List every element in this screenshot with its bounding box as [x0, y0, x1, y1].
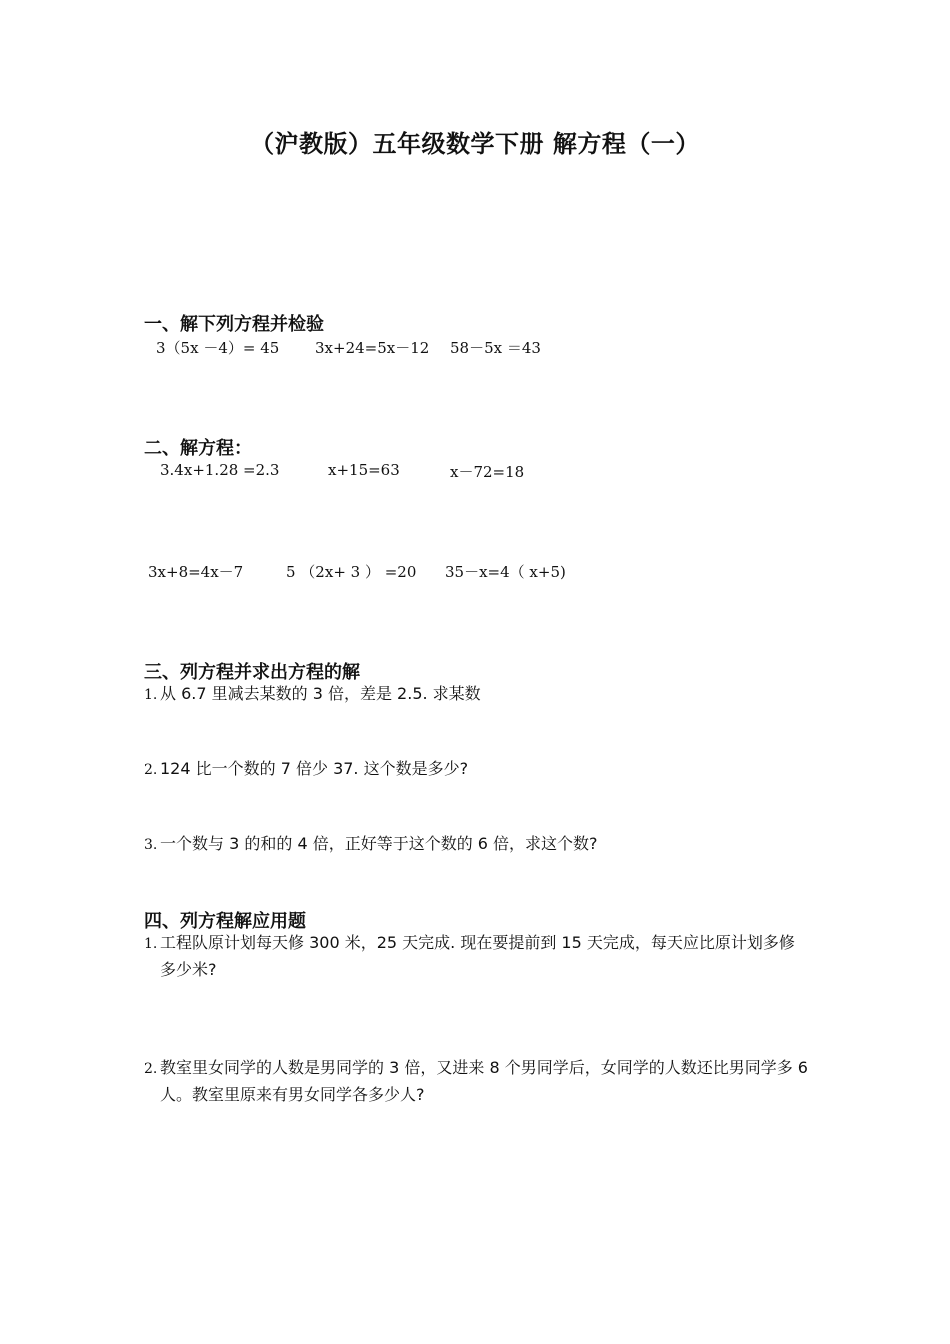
problem-number: 2. — [144, 1061, 158, 1077]
section-2-heading: 二、解方程： — [144, 438, 252, 459]
equation-1-3: 58－5x ＝43 — [450, 339, 541, 357]
problem-text: 从 6.7 里减去某数的 3 倍，差是 2.5. 求某数 — [160, 684, 481, 703]
problem-number: 2. — [144, 762, 158, 778]
page-title: （沪教版）五年级数学下册 解方程（一） — [250, 130, 700, 158]
problem-number: 1. — [144, 936, 158, 952]
problem-number: 1. — [144, 687, 158, 703]
equation-1-2: 3x+24=5x－12 — [315, 339, 430, 357]
equation-2-3: x－72=18 — [450, 463, 525, 481]
problem-text: 124 比一个数的 7 倍少 37. 这个数是多少? — [160, 759, 469, 778]
section-1-heading: 一、解下列方程并检验 — [144, 314, 324, 335]
section-4-problem-2 — [144, 1054, 816, 1108]
equation-1-1: 3（5x －4）= 45 — [156, 339, 280, 357]
section-4-heading: 四、列方程解应用题 — [144, 911, 306, 932]
equation-2-1: 3.4x+1.28 =2.3 — [160, 461, 280, 479]
section-4-problem-1 — [144, 929, 816, 983]
section-3-problem-1 — [144, 680, 816, 709]
section-3-problem-3 — [144, 830, 816, 859]
equation-2-6: 35－x=4（ x+5) — [445, 563, 566, 581]
equation-2-5: 5 （2x+ 3 ） =20 — [286, 563, 417, 581]
problem-number: 3. — [144, 837, 158, 853]
problem-text: 教室里女同学的人数是男同学的 3 倍，又进来 8 个男同学后，女同学的人数还比男同学多 6 人。教室里原来有男女同学各多少人? — [160, 1058, 808, 1104]
equation-2-4: 3x+8=4x－7 — [148, 563, 244, 581]
equation-2-2: x+15=63 — [328, 461, 400, 479]
problem-text: 工程队原计划每天修 300 米，25 天完成. 现在要提前到 15 天完成，每天应比原计划多修多少米? — [160, 933, 795, 979]
section-3-problem-2 — [144, 755, 816, 784]
section-3-heading: 三、列方程并求出方程的解 — [144, 662, 360, 683]
problem-text: 一个数与 3 的和的 4 倍，正好等于这个数的 6 倍，求这个数? — [160, 834, 598, 853]
